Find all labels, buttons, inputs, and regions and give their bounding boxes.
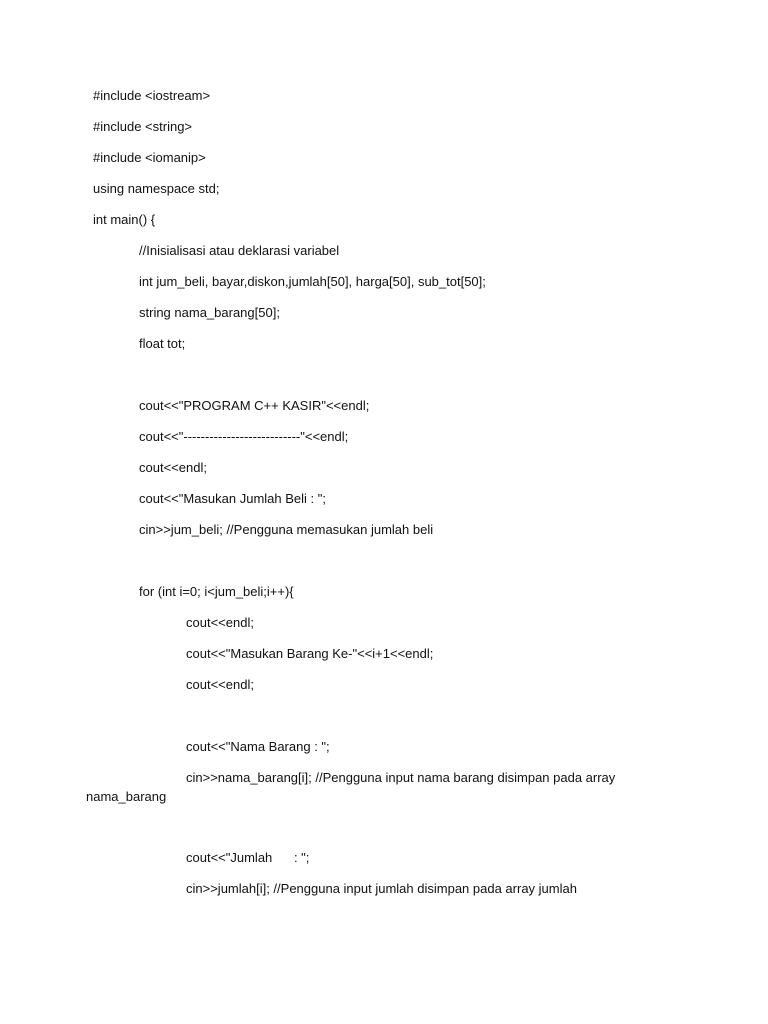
- code-line-using-namespace: using namespace std;: [93, 181, 220, 196]
- code-line-cout-endl: cout<<endl;: [139, 460, 207, 475]
- code-line-cin-jumlah: cin>>jumlah[i]; //Pengguna input jumlah disimpan pada array jumlah: [186, 881, 577, 896]
- code-line-for-loop: for (int i=0; i<jum_beli;i++){: [139, 584, 294, 599]
- code-line-cin-jum-beli: cin>>jum_beli; //Pengguna memasukan jumlah beli: [139, 522, 434, 537]
- code-line-cin-nama-barang: cin>>nama_barang[i]; //Pengguna input nama barang disimpan pada array: [186, 770, 616, 785]
- code-line-loop-barang-ke: cout<<"Masukan Barang Ke-"<<i+1<<endl;: [186, 646, 434, 661]
- code-line-main: int main() {: [93, 212, 156, 227]
- code-line-wrap-nama-barang: nama_barang: [86, 789, 167, 804]
- code-line-cout-nama-barang: cout<<"Nama Barang : ";: [186, 739, 330, 754]
- code-line-cout-title: cout<<"PROGRAM C++ KASIR"<<endl;: [139, 398, 370, 413]
- code-line-include-string: #include <string>: [93, 119, 193, 134]
- code-line-cout-dashes: cout<<"---------------------------"<<endl;: [139, 429, 349, 444]
- code-line-loop-endl-2: cout<<endl;: [186, 677, 254, 692]
- code-line-float-decl: float tot;: [139, 336, 186, 351]
- code-line-string-decl: string nama_barang[50];: [139, 305, 280, 320]
- code-line-include-iostream: #include <iostream>: [93, 88, 211, 103]
- code-line-comment-init: //Inisialisasi atau deklarasi variabel: [139, 243, 340, 258]
- code-line-cout-jumlah: cout<<"Jumlah : ";: [186, 850, 310, 865]
- code-line-include-iomanip: #include <iomanip>: [93, 150, 206, 165]
- code-line-cout-prompt: cout<<"Masukan Jumlah Beli : ";: [139, 491, 326, 506]
- code-line-loop-endl-1: cout<<endl;: [186, 615, 254, 630]
- code-line-int-decl: int jum_beli, bayar,diskon,jumlah[50], harga[50], sub_tot[50];: [139, 274, 486, 289]
